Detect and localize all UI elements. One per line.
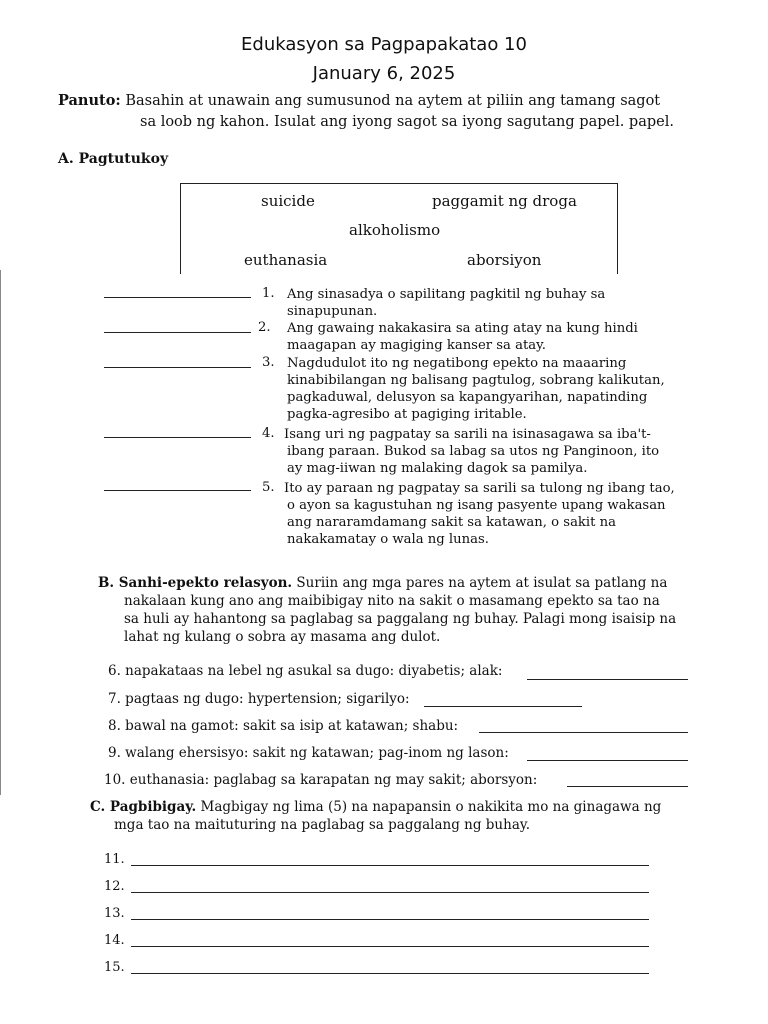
item-6-text: 6. napakataas na lebel ng asukal sa dugo: diyabetis; alak: bbox=[108, 663, 503, 679]
choice-suicide: suicide bbox=[261, 192, 315, 210]
instructions-line1: Basahin at unawain ang sumusunod na aytem at piliin ang tamang sagot bbox=[125, 93, 661, 109]
item-number: 12. bbox=[104, 879, 125, 894]
answer-line-12[interactable] bbox=[131, 892, 649, 893]
answer-line-15[interactable] bbox=[131, 973, 649, 974]
answer-blank-10[interactable] bbox=[567, 786, 688, 787]
answer-blank-9[interactable] bbox=[527, 760, 688, 761]
instructions-line2: sa loob ng kahon. Isulat ang iyong sagot sa iyong sagutang papel. papel. bbox=[140, 114, 674, 130]
section-b-instructions: B. Sanhi-epekto relasyon. Suriin ang mga pares na aytem at isulat sa patlang na nakalaan kung ano ang maibibigay nito na sakit o masamang epekto sa tao na sa huli ay hahantong sa paglabag sa paggalang ng buhay. Palagi mong isaisip na lahat ng kulang o sobra ay masama ang dulot. bbox=[98, 575, 677, 645]
answer-blank-5[interactable] bbox=[104, 490, 251, 491]
answer-blank-4[interactable] bbox=[104, 437, 251, 438]
item-7-text: 7. pagtaas ng dugo: hypertension; sigarilyo: bbox=[108, 691, 410, 707]
item-5-text: Ito ay paraan ng pagpatay sa sarili sa tulong ng ibang tao, o ayon sa kagustuhan ng isang pasyente upang wakasan ang nararamdamang sakit sa katawan, o sakit na nakakamatay o wala ng lunas. bbox=[284, 481, 675, 547]
item-number: 11. bbox=[104, 852, 125, 867]
answer-blank-1[interactable] bbox=[104, 297, 251, 298]
choice-aborsiyon: aborsiyon bbox=[467, 251, 542, 269]
item-number: 4. bbox=[262, 426, 275, 441]
answer-line-13[interactable] bbox=[131, 919, 649, 920]
item-number: 2. bbox=[258, 320, 271, 335]
document-title: Edukasyon sa Pagpapakatao 10 bbox=[241, 34, 527, 55]
answer-blank-3[interactable] bbox=[104, 367, 251, 368]
choice-alkoholismo: alkoholismo bbox=[349, 221, 441, 239]
instructions-label: Panuto bbox=[58, 92, 116, 109]
item-number: 13. bbox=[104, 906, 125, 921]
answer-blank-2[interactable] bbox=[104, 332, 251, 333]
page-edge-rule bbox=[0, 270, 1, 795]
choice-droga: paggamit ng droga bbox=[432, 192, 577, 210]
item-8-text: 8. bawal na gamot: sakit sa isip at katawan; shabu: bbox=[108, 718, 459, 734]
answer-blank-6[interactable] bbox=[527, 679, 688, 680]
instructions: Panuto: Basahin at unawain ang sumusunod na aytem at piliin ang tamang sagot sa loob ng kahon. Isulat ang iyong sagot sa iyong sagutang papel. papel. bbox=[58, 90, 748, 133]
section-a-title: A. Pagtutukoy bbox=[58, 151, 169, 167]
item-9-text: 9. walang ehersisyo: sakit ng katawan; pag-inom ng lason: bbox=[108, 745, 509, 761]
item-number: 5. bbox=[262, 480, 275, 495]
answer-line-11[interactable] bbox=[131, 865, 649, 866]
section-c-title: C. Pagbibigay. bbox=[90, 799, 197, 815]
section-b-title: B. Sanhi-epekto relasyon. bbox=[98, 575, 293, 591]
item-3-text: Nagdudulot ito ng negatibong epekto na maaaring kinabibilangan ng balisang pagtulog, sobrang kalikutan, pagkaduwal, delusyon sa kapangyarihan, napatinding pagka-agresibo at pagiging iritable. bbox=[287, 356, 665, 422]
item-10-text: 10. euthanasia: paglabag sa karapatan ng may sakit; aborsyon: bbox=[104, 772, 538, 788]
item-number: 14. bbox=[104, 933, 125, 948]
section-c-instructions: C. Pagbibigay. Magbigay ng lima (5) na napapansin o nakikita mo na ginagawa ng mga tao na maituturing na paglabag sa paggalang ng buhay. bbox=[90, 799, 662, 833]
answer-line-14[interactable] bbox=[131, 946, 649, 947]
answer-blank-7[interactable] bbox=[424, 706, 582, 707]
item-1-text: Ang sinasadya o sapilitang pagkitil ng buhay sa sinapupunan. bbox=[287, 287, 606, 319]
item-2-text: Ang gawaing nakakasira sa ating atay na kung hindi maagapan ay magiging kanser sa atay. bbox=[287, 321, 638, 353]
item-number: 1. bbox=[262, 286, 275, 301]
document-date: January 6, 2025 bbox=[312, 63, 456, 84]
answer-blank-8[interactable] bbox=[479, 732, 688, 733]
item-number: 15. bbox=[104, 960, 125, 975]
item-number: 3. bbox=[262, 355, 275, 370]
item-4-text: Isang uri ng pagpatay sa sarili na isinasagawa sa iba't- ibang paraan. Bukod sa labag sa utos ng Panginoon, ito ay mag-iiwan ng malaking dagok sa pamilya. bbox=[284, 427, 660, 476]
choice-euthanasia: euthanasia bbox=[244, 251, 328, 269]
